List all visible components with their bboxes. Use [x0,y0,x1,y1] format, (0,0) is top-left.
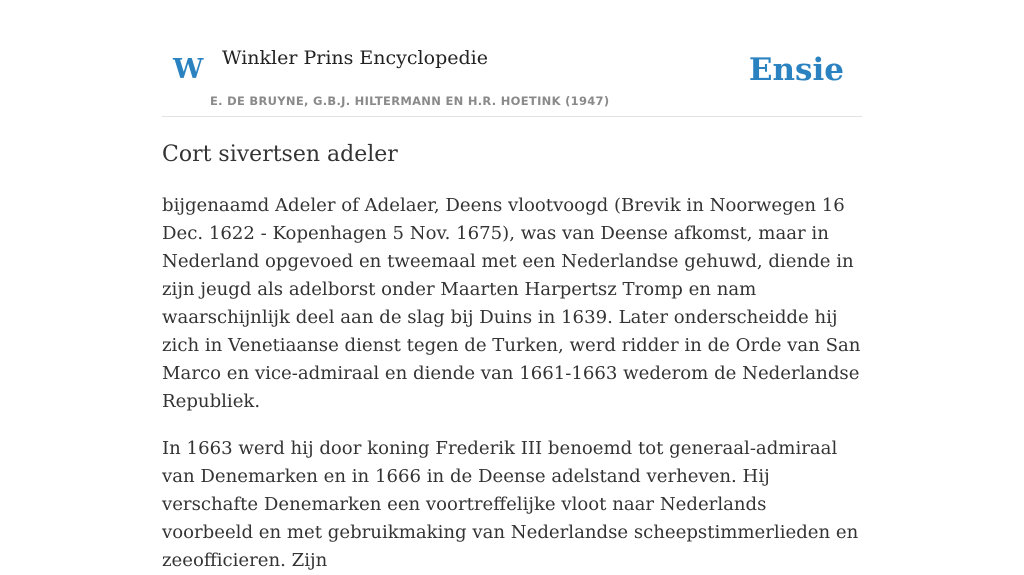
ensie-brand-logo[interactable]: Ensie [748,52,844,88]
article-paragraph: bijgenaamd Adeler of Adelaer, Deens vlootvoogd (Brevik in Noorwegen 16 Dec. 1622 - Kopenhagen 5 Nov. 1675), was van Deense afkomst, maar in Nederland opgevoed en tweemaal met een Nederlandse gehuwd, diende in zijn jeugd als adelborst onder Maarten Harpertsz Tromp en nam waarschijnlijk deel aan de slag bij Duins in 1639. Later onderscheidde hij zich in Venetiaanse dienst tegen de Turken, werd ridder in de Orde van San Marco en vice-admiraal en diende van 1661-1663 wederom de Nederlandse Republiek. [162,195,861,412]
winkler-prins-logo[interactable]: W [173,54,204,85]
article-paragraph: In 1663 werd hij door koning Frederik III benoemd tot generaal-admiraal van Denemarken en in 1666 in de Deense adelstand verheven. Hij verschafte Denemarken een voortreffelijke vloot naar Nederlands voorbeeld en met gebruikmaking van Nederlandse scheepstimmerlieden en zeeofficieren. Zijn [162,438,859,571]
source-authors: E. DE BRUYNE, G.B.J. HILTERMANN EN H.R. HOETINK (1947) [210,94,610,108]
site-title[interactable]: Winkler Prins Encyclopedie [222,47,488,69]
article-body [162,137,862,575]
article-title: Cort sivertsen adeler [162,142,398,167]
site-header [162,0,862,117]
